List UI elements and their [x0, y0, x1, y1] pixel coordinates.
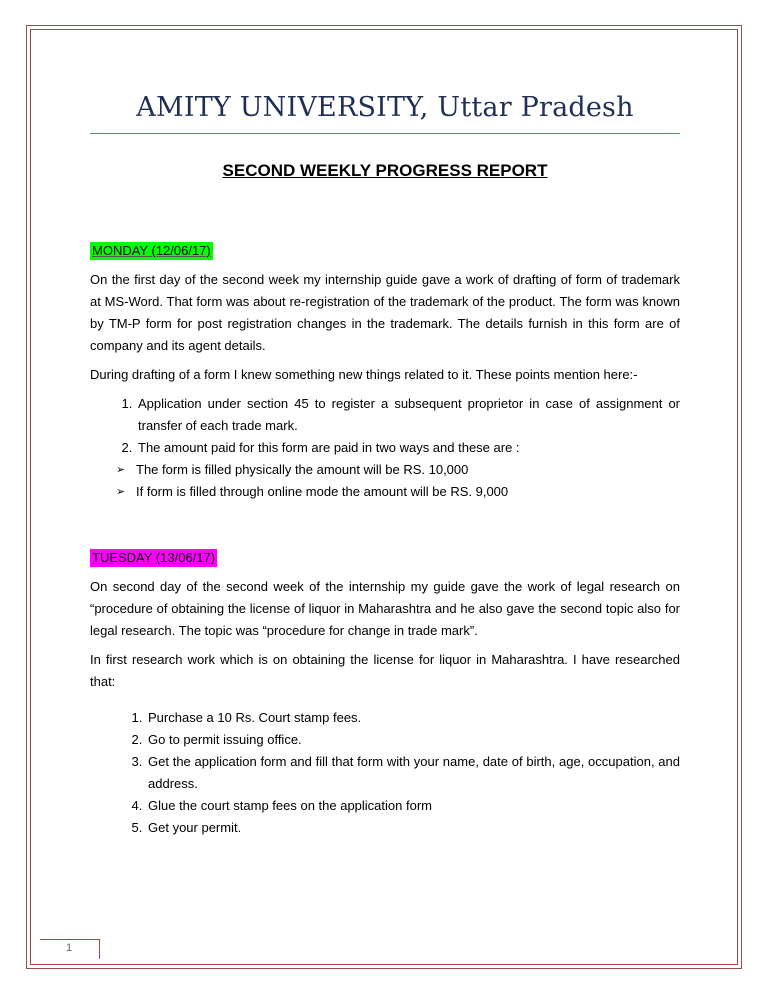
arrow-bullet-icon: ➢ [116, 464, 126, 476]
list-item: 3. Get the application form and fill that form with your name, date of birth, age, occupation, and address. [146, 751, 680, 795]
report-title: SECOND WEEKLY PROGRESS REPORT [222, 161, 548, 180]
title-divider [90, 133, 680, 134]
monday-paragraph-1: On the first day of the second week my internship guide gave a work of drafting of form of trademark at MS-Word. That form was about re-registration of the trademark of the product. The form was known by TM-P form for post registration changes in the trademark. The details furnish in this form are of company and its agent details. [90, 272, 680, 353]
list-item: 2. Go to permit issuing office. [146, 729, 680, 751]
list-item: ➢ The form is filled physically the amount will be RS. 10,000 [116, 459, 680, 481]
list-item: 1. Purchase a 10 Rs. Court stamp fees. [146, 707, 680, 729]
tuesday-paragraph-2: In first research work which is on obtaining the license for liquor in Maharashtra. I have researched that: [90, 652, 680, 689]
tuesday-heading: TUESDAY (13/06/17) [92, 550, 216, 565]
page-number: 1 [66, 942, 73, 954]
list-item: 4. Glue the court stamp fees on the application form [146, 795, 680, 817]
university-title: AMITY UNIVERSITY, Uttar Pradesh [136, 92, 634, 123]
arrow-bullet-icon: ➢ [116, 486, 126, 498]
list-item: 5. Get your permit. [146, 817, 680, 839]
list-item: 2. The amount paid for this form are paid in two ways and these are : [136, 437, 680, 459]
monday-points-list [90, 393, 680, 459]
list-item: ➢ If form is filled through online mode the amount will be RS. 9,000 [116, 481, 680, 503]
monday-paragraph-2: During drafting of a form I knew something new things related to it. These points mention here:- [90, 367, 638, 382]
list-item: 1. Application under section 45 to register a subsequent proprietor in case of assignment or transfer of each trade mark. [136, 393, 680, 437]
monday-subpoints-list [90, 459, 680, 503]
monday-heading: MONDAY (12/06/17) [92, 243, 211, 258]
tuesday-steps-list [90, 707, 680, 839]
tuesday-paragraph-1: On second day of the second week of the internship my guide gave the work of legal research on “procedure of obtaining the license of liquor in Maharashtra and he also gave the second topic also for legal research. The topic was “procedure for change in trade mark”. [90, 579, 680, 638]
report-body [90, 240, 680, 839]
